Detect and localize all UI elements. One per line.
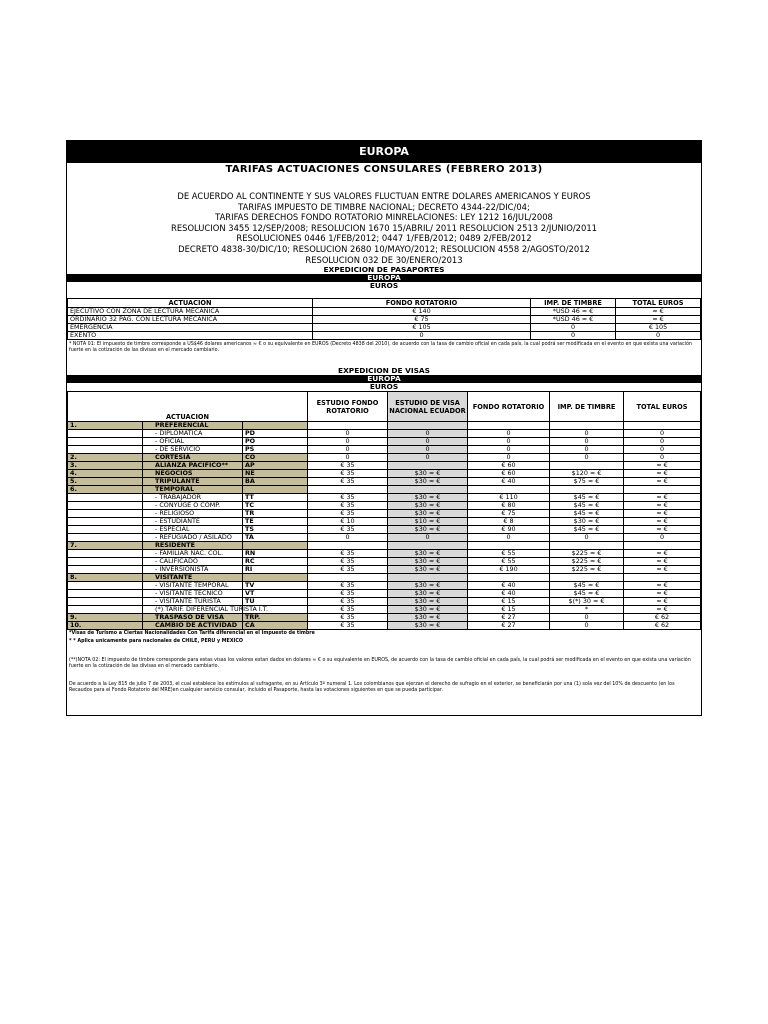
visa-cell-code: AP [243,462,308,470]
passport-cell-name: EXENTO [68,332,313,340]
visa-cell-code: PO [243,438,308,446]
visa-cell-name: CORTESIA [143,454,243,462]
visa-cell-name: ALIANZA PACIFICO** [143,462,243,470]
passport-table [67,298,701,340]
visa-cell-e: 0 [624,454,701,462]
visa-cell-name: - CONYUGE O COMP. [143,502,243,510]
visa-currency: EUROS [369,382,399,392]
visa-cell-a: € 35 [308,470,388,478]
visa-cell-b: $30 ≈ € [388,614,468,622]
intro-block [67,177,701,265]
visa-cell-a: € 35 [308,598,388,606]
visa-cell-b: $30 ≈ € [388,526,468,534]
visa-cell-b: $30 ≈ € [388,606,468,614]
visa-cell-name: - OFICIAL [143,438,243,446]
visa-cell-a: € 35 [308,502,388,510]
visa-cell-d: 0 [550,622,624,630]
visa-cell-num [68,502,143,510]
visa-table [67,391,701,630]
visa-cell-num: 1. [68,422,143,430]
visa-cell-e: ≈ € [624,510,701,518]
visa-row [68,622,701,630]
visa-cell-b: $30 ≈ € [388,550,468,558]
note-02: (**)NOTA 02: El impuesto de timbre corresponde para estas visas los valores estan dados en dolares ≈ € o su equivalente en EUROS, de acuerdo con la tasa de cambio oficial en cada país, la cual podrá ser modificada en el evento en que exista una variación fuerte en la cotización de las divisas en el mercado cambiario. [69,658,691,670]
visa-cell-code: TC [243,502,308,510]
visa-cell-b: $30 ≈ € [388,478,468,486]
column-header: FONDO ROTATORIO [468,392,550,422]
passport-row [68,316,701,324]
visa-cell-e: ≈ € [624,502,701,510]
visa-cell-name: - VISITANTE TECNICO [143,590,243,598]
visa-cell-name: TRIPULANTE [143,478,243,486]
column-header: IMP. DE TIMBRE [531,299,616,308]
visa-cell-b: $30 ≈ € [388,494,468,502]
visa-cell-c: € 60 [468,462,550,470]
visa-cell-d: 0 [550,454,624,462]
region-title: EUROPA [67,141,701,163]
visa-cell-c: € 27 [468,622,550,630]
visa-cell-b: $30 ≈ € [388,622,468,630]
visa-cell-name: TEMPORAL [143,486,243,494]
visa-cell-name: - INVERSIONISTA [143,566,243,574]
visa-cell-a: € 35 [308,510,388,518]
visa-cell-code: RN [243,550,308,558]
intro-line: DE ACUERDO AL CONTINENTE Y SUS VALORES FLUCTUAN ENTRE DOLARES AMERICANOS Y EUROS [177,191,591,201]
visa-cell-a: € 35 [308,606,388,614]
visa-cell-num [68,438,143,446]
visa-cell-name: CAMBIO DE ACTIVIDAD [143,622,243,630]
intro-line: TARIFAS DERECHOS FONDO ROTATORIO MINRELACIONES: LEY 1212 16/JUL/2008 [215,212,553,223]
visa-cell-num: 9. [68,614,143,622]
column-header: ESTUDIO DE VISA NACIONAL ECUADOR [388,392,468,422]
visa-cell-c: 0 [468,430,550,438]
visa-cell-a: 0 [308,430,388,438]
visa-cell-d: * [550,606,624,614]
visa-cell-b: 0 [388,534,468,542]
visa-cell-code: CA [243,622,308,630]
visa-cell-code: CO [243,454,308,462]
intro-line: DECRETO 4838-30/DIC/10; RESOLUCION 2680 10/MAYO/2012; RESOLUCION 4558 2/AGOSTO/2012 [178,243,590,254]
visa-cell-b: $30 ≈ € [388,470,468,478]
visa-cell-e: ≈ € [624,526,701,534]
visa-cell-name: - ESPECIAL [143,526,243,534]
visa-cell-code: RC [243,558,308,566]
passport-cell-fondo: 0 [313,332,531,340]
visa-cell-b: $30 ≈ € [388,590,468,598]
visa-cell-c: € 8 [468,518,550,526]
visa-cell-b: 0 [388,446,468,454]
visa-cell-a: 0 [308,534,388,542]
visa-cell-num [68,446,143,454]
visa-cell-c: € 110 [468,494,550,502]
visa-footnote: * * Aplica unicamente para nacionales de CHILE, PERU y MEXICO [69,639,243,645]
visa-cell-e: ≈ € [624,462,701,470]
visa-cell-num [68,598,143,606]
visa-cell-num [68,534,143,542]
visa-cell-e: 0 [624,430,701,438]
column-header: ACTUACION [68,392,308,422]
visa-cell-d: 0 [550,446,624,454]
visa-cell-name: - ESTUDIANTE [143,518,243,526]
visa-cell-code: TRP. [243,614,308,622]
visa-cell-c: 0 [468,454,550,462]
visa-cell-a: € 35 [308,614,388,622]
intro-line: RESOLUCION 032 DE 30/ENERO/2013 [305,254,463,265]
visa-cell-c: € 27 [468,614,550,622]
visa-cell-e: ≈ € [624,518,701,526]
visa-cell-b: $30 ≈ € [388,502,468,510]
visa-cell-b: 0 [388,438,468,446]
visa-cell-num [68,518,143,526]
visa-cell-e: ≈ € [624,590,701,598]
visa-cell-e: ≈ € [624,582,701,590]
column-header: TOTAL EUROS [624,392,701,422]
visa-cell-c: € 40 [468,582,550,590]
passport-cell-total: € 105 [616,324,701,332]
visa-cell-c: € 40 [468,478,550,486]
visa-cell-code: NE [243,470,308,478]
visa-cell-c: € 40 [468,590,550,598]
visa-cell-b: $30 ≈ € [388,566,468,574]
visa-cell-a: € 35 [308,462,388,470]
visa-cell-b: 0 [388,454,468,462]
visa-cell-c: 0 [468,446,550,454]
visa-cell-c: € 80 [468,502,550,510]
visa-cell-e: 0 [624,446,701,454]
visa-cell-code: PD [243,430,308,438]
visa-cell-e: ≈ € [624,470,701,478]
passport-cell-fondo: € 140 [313,308,531,316]
visa-cell-b: $30 ≈ € [388,558,468,566]
visa-cell-num [68,606,143,614]
column-header: ESTUDIO FONDO ROTATORIO [308,392,388,422]
visa-cell-num: 2. [68,454,143,462]
visa-cell-e: ≈ € [624,494,701,502]
visa-cell-num [68,494,143,502]
visa-cell-d: $45 ≈ € [550,526,624,534]
visa-cell-a: 0 [308,446,388,454]
visa-cell-e: ≈ € [624,606,701,614]
visa-cell-a: € 35 [308,478,388,486]
passport-cell-name: ORDINARIO 32 PAG. CON LECTURA MECANICA [68,316,313,324]
visa-cell-num [68,526,143,534]
visa-cell-c: 0 [468,438,550,446]
visa-cell-d: $75 ≈ € [550,478,624,486]
note-01: * NOTA 01: El impuesto de timbre corresponde a US$46 dolares americanos ≈ € o su equivalente en EUROS (Decreto 4838 del 2010), de acuerdo con la tasa de cambio oficial en cada país, la cual podrá ser modificada en el evento en que exista una variación fuerte en la cotización de las divisas en el mercado cambiario. [69,342,692,354]
passport-cell-fondo: € 105 [313,324,531,332]
visa-cell-e: 0 [624,438,701,446]
visa-cell-name: TRASPASO DE VISA [143,614,243,622]
visa-cell-d: $225 ≈ € [550,566,624,574]
visa-cell-num: 6. [68,486,143,494]
visa-cell-e: ≈ € [624,478,701,486]
visa-cell-c: € 190 [468,566,550,574]
visa-cell-name: - TRABAJADOR [143,494,243,502]
visa-cell-c: € 75 [468,510,550,518]
visa-cell-a: 0 [308,438,388,446]
visa-cell-d: $45 ≈ € [550,582,624,590]
column-header: FONDO ROTATORIO [313,299,531,308]
visa-cell-d: $30 ≈ € [550,518,624,526]
visa-cell-name: NEGOCIOS [143,470,243,478]
visa-cell-c: 0 [468,534,550,542]
visa-cell-code: PS [243,446,308,454]
passport-cell-timbre: 0 [531,332,616,340]
visa-cell-num: 10. [68,622,143,630]
visa-cell-name: - DIPLOMATICA [143,430,243,438]
visa-cell-d: $225 ≈ € [550,550,624,558]
visa-cell-code: TS [243,526,308,534]
tariff-sheet [66,140,702,716]
visa-cell-e: € 62 [624,614,701,622]
visa-cell-name: (*) TARIF. DIFERENCIAL TURISTA I.T. [143,606,243,614]
visa-cell-c: € 60 [468,470,550,478]
visa-cell-e: ≈ € [624,558,701,566]
visa-cell-name: PREFERENCIAL [143,422,243,430]
document-subtitle: TARIFAS ACTUACIONES CONSULARES (FEBRERO 2013) [225,164,543,175]
passport-row [68,332,701,340]
visa-cell-code: TA [243,534,308,542]
visa-cell-a: € 35 [308,526,388,534]
column-header: ACTUACION [68,299,313,308]
visa-cell-a: € 35 [308,566,388,574]
visa-cell-c: € 90 [468,526,550,534]
visa-cell-num [68,558,143,566]
visa-cell-name: - FAMILIAR NAC. COL. [143,550,243,558]
visa-cell-d: $45 ≈ € [550,494,624,502]
visa-cell-a: € 35 [308,550,388,558]
visa-cell-num: 3. [68,462,143,470]
visa-cell-name: - REFUGIADO / ASILADO [143,534,243,542]
intro-line: RESOLUCION 3455 12/SEP/2008; RESOLUCION 1670 15/ABRIL/ 2011 RESOLUCION 2513 2/JUNIO/2011 [171,222,597,233]
visa-cell-num [68,590,143,598]
visa-cell-num [68,510,143,518]
visa-cell-b: $30 ≈ € [388,510,468,518]
visa-section-heading: EXPEDICION DE VISAS [338,366,430,376]
visa-cell-c: € 15 [468,598,550,606]
passport-cell-fondo: € 75 [313,316,531,324]
passport-currency: EUROS [369,281,399,291]
visa-cell-d: $(*) 30 ≈ € [550,598,624,606]
visa-cell-c: € 15 [468,606,550,614]
visa-cell-e: ≈ € [624,550,701,558]
visa-cell-num [68,430,143,438]
visa-cell-name: - VISITANTE TURISTA [143,598,243,606]
column-header: IMP. DE TIMBRE [550,392,624,422]
visa-cell-a: € 35 [308,558,388,566]
visa-cell-b: 0 [388,430,468,438]
visa-cell-e: 0 [624,534,701,542]
visa-cell-b: $10 ≈ € [388,518,468,526]
visa-cell-num: 7. [68,542,143,550]
visa-cell-code: TV [243,582,308,590]
visa-cell-code: TR [243,510,308,518]
visa-cell-d: $45 ≈ € [550,502,624,510]
visa-cell-name: - CALIFICADO [143,558,243,566]
visa-cell-num: 4. [68,470,143,478]
visa-cell-name: - DE SERVICIO [143,446,243,454]
visa-cell-code: VT [243,590,308,598]
visa-cell-d: $225 ≈ € [550,558,624,566]
visa-cell-num [68,582,143,590]
visa-cell-e: ≈ € [624,598,701,606]
passport-cell-timbre: 0 [531,324,616,332]
visa-header-row [68,392,701,422]
visa-cell-a: € 35 [308,582,388,590]
visa-cell-name: - VISITANTE TEMPORAL [143,582,243,590]
law-note: De acuerdo a la Ley 815 de julio 7 de 2003, el cual establece los estímulos al sufragante, en su Artículo 3º numeral 1. Los colombianos que ejerzan el derecho de sufragio en el exterior, se beneficiarán por una (1) sola vez del 10% de descuento (en los Recaudos para el Fondo Rotatorio del MRE)en cualquier servicio consular, incluido el Pasaporte, hasta las votaciones siguientes en que se pueda participar. [69,682,675,694]
passport-cell-timbre: *USD 46 ≈ € [531,308,616,316]
visa-cell-code: RI [243,566,308,574]
visa-cell-c: € 55 [468,558,550,566]
visa-cell-a: € 10 [308,518,388,526]
passport-section-heading: EXPEDICION DE PASAPORTES [323,265,445,275]
visa-cell-d: $45 ≈ € [550,510,624,518]
visa-cell-d: 0 [550,438,624,446]
visa-cell-code: TE [243,518,308,526]
visa-cell-a: € 35 [308,590,388,598]
visa-footnote: *Visas de Turismo a Ciertas Nacionalidades Con Tarifa diferencial en el Impuesto de timbre [69,631,315,637]
visa-cell-code: TT [243,494,308,502]
visa-cell-name: - RELIGIOSO [143,510,243,518]
visa-cell-d: 0 [550,534,624,542]
passport-cell-total: 0 [616,332,701,340]
visa-cell-d: 0 [550,614,624,622]
passport-cell-total: ≈ € [616,308,701,316]
visa-cell-b: $30 ≈ € [388,598,468,606]
visa-cell-b: $30 ≈ € [388,582,468,590]
visa-cell-a: 0 [308,454,388,462]
passport-cell-name: EJECUTIVO CON ZONA DE LECTURA MECANICA [68,308,313,316]
visa-region-bar: EUROPA [67,375,701,383]
intro-line: TARIFAS IMPUESTO DE TIMBRE NACIONAL; DECRETO 4344-22/DIC/04; [238,201,530,212]
visa-cell-c: € 55 [468,550,550,558]
visa-cell-d: 0 [550,430,624,438]
visa-cell-num [68,550,143,558]
visa-cell-e: € 62 [624,622,701,630]
visa-cell-name: RESIDENTE [143,542,243,550]
visa-cell-e: ≈ € [624,566,701,574]
visa-cell-name: VISITANTE [143,574,243,582]
visa-cell-code: BA [243,478,308,486]
visa-cell-a: € 35 [308,494,388,502]
visa-cell-num [68,566,143,574]
intro-line: RESOLUCIONES 0446 1/FEB/2012; 0447 1/FEB/2012; 0489 2/FEB/2012 [236,233,532,244]
passport-row [68,324,701,332]
column-header: TOTAL EUROS [616,299,701,308]
passport-cell-timbre: *USD 46 ≈ € [531,316,616,324]
visa-cell-d: $45 ≈ € [550,590,624,598]
passport-cell-total: ≈ € [616,316,701,324]
visa-cell-code: TU [243,598,308,606]
passport-cell-name: EMERGENCIA [68,324,313,332]
visa-cell-num: 5. [68,478,143,486]
visa-cell-d: $120 ≈ € [550,470,624,478]
visa-cell-num: 8. [68,574,143,582]
visa-cell-a: € 35 [308,622,388,630]
passport-region-bar: EUROPA [67,274,701,282]
